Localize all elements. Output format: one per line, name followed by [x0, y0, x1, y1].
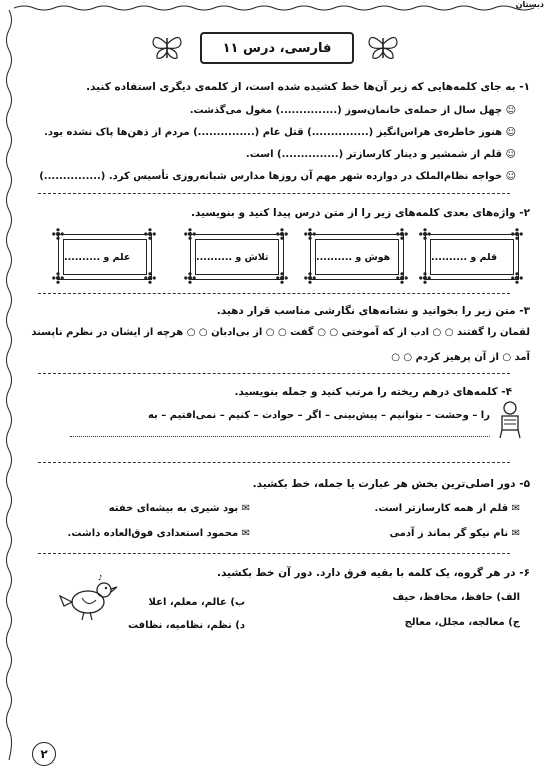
word-box-text: هوش و .......... [315, 239, 399, 275]
word-box [190, 234, 284, 280]
question-5 [20, 477, 530, 491]
cross-ornament-icon [511, 272, 523, 284]
question-3 [20, 304, 530, 364]
decorative-left-border [4, 10, 14, 760]
question-6-group: الف) حافظ، محافظ، حیف [392, 592, 520, 603]
question-6-group: ب) عالم، معلم، اعلا [148, 597, 245, 608]
question-1-line: ☺ قلم از شمشیر و دینار کارسازتر (...............) است. [245, 149, 516, 160]
question-5-item: ✉ بود شیری به بیشه‌ای خفته [108, 503, 250, 514]
cross-ornament-icon [184, 228, 196, 240]
section-divider [38, 373, 510, 374]
question-6-prompt: ۶- در هر گروه، یک کلمه با بقیه فرق دارد. دور آن خط بکشید. [216, 567, 530, 579]
question-6-group: د) نظم، نظامیه، نظافت [127, 620, 245, 631]
cross-ornament-icon [144, 272, 156, 284]
answer-line [70, 436, 490, 437]
cross-ornament-icon [396, 272, 408, 284]
student-reading-icon [498, 400, 524, 440]
question-4-words: را – وحشت – بتوانیم – پیش‌بینی – اگر – حوادث – کنیم – نمی‌افتیم – به [147, 410, 490, 421]
cross-ornament-icon [304, 228, 316, 240]
question-2 [20, 206, 530, 220]
question-5-item: ✉ نام نیکو گر بماند ز آدمی [389, 528, 520, 539]
cross-ornament-icon [511, 228, 523, 240]
question-3-prompt: ۳- متن زیر را بخوانید و نشانه‌های نگارشی مناسب قرار دهید. [216, 305, 530, 317]
question-1-prompt: ۱- به جای کلمه‌هایی که زیر آن‌ها خط کشیده شده است، از کلمه‌ی دیگری استفاده کنید. [86, 81, 530, 93]
question-2-prompt: ۲- واژه‌های بعدی کلمه‌های زیر را از متن درس پیدا کنید و بنویسید. [191, 207, 530, 219]
page-title: فارسی، درس ۱۱ [200, 32, 354, 64]
cross-ornament-icon [276, 228, 288, 240]
butterfly-icon [150, 32, 184, 62]
cross-ornament-icon [52, 228, 64, 240]
question-1-line: ☺ چهل سال از حمله‌ی خانمان‌سوز (...............) مغول می‌گذشت. [189, 105, 516, 116]
question-3-text-line: لقمان را گفتند ○ ○ ادب از که آموختی ○ ○ گفت ○ ○ از بی‌ادبان ○ ○ هرچه از ایشان در نظرم ناپسند [31, 327, 530, 338]
cross-ornament-icon [396, 228, 408, 240]
corner-label: دبستان [515, 0, 544, 9]
word-box [425, 234, 519, 280]
cross-ornament-icon [144, 228, 156, 240]
bird-icon [58, 572, 120, 624]
question-4 [20, 385, 530, 422]
question-1 [20, 80, 530, 183]
word-box-text: علم و .......... [63, 239, 147, 275]
section-divider [38, 462, 510, 463]
cross-ornament-icon [419, 228, 431, 240]
word-box [310, 234, 404, 280]
cross-ornament-icon [419, 272, 431, 284]
question-3-text-line: آمد ○ از آن پرهیز کردم ○ ○ [391, 352, 530, 363]
question-5-item: ✉ قلم از همه کارسازتر است. [374, 503, 520, 514]
header [150, 28, 400, 66]
question-5-item: ✉ محمود استعدادی فوق‌العاده داشت. [67, 528, 250, 539]
question-6-group: ج) معالجه، مجلل، معالج [404, 617, 520, 628]
section-divider [38, 193, 510, 194]
cross-ornament-icon [52, 272, 64, 284]
butterfly-icon [366, 32, 400, 62]
section-divider [38, 553, 510, 554]
decorative-top-border [14, 4, 534, 12]
cross-ornament-icon [184, 272, 196, 284]
question-1-line: ☺ هنوز خاطره‌ی هراس‌انگیز (...............) قتل عام (...............) مردم از ذهن‌ها پاک نشده بود. [44, 127, 516, 138]
word-box-text: تلاش و .......... [195, 239, 279, 275]
word-box [58, 234, 152, 280]
question-1-line: ☺ خواجه نظام‌الملک در دوازده شهر مهم آن روزها مدارس شبانه‌روزی تأسیس کرد. (...............) [39, 171, 516, 182]
section-divider [38, 293, 510, 294]
question-5-prompt: ۵- دور اصلی‌ترین بخش هر عبارت یا جمله، خط بکشید. [252, 478, 530, 490]
svg-text:♪: ♪ [98, 574, 103, 582]
word-box-text: قلم و .......... [430, 239, 514, 275]
page-number: ۲ [32, 742, 56, 766]
question-4-prompt: ۴- کلمه‌های درهم ریخته را مرتب کنید و جمله بنویسید. [234, 386, 512, 398]
cross-ornament-icon [276, 272, 288, 284]
cross-ornament-icon [304, 272, 316, 284]
